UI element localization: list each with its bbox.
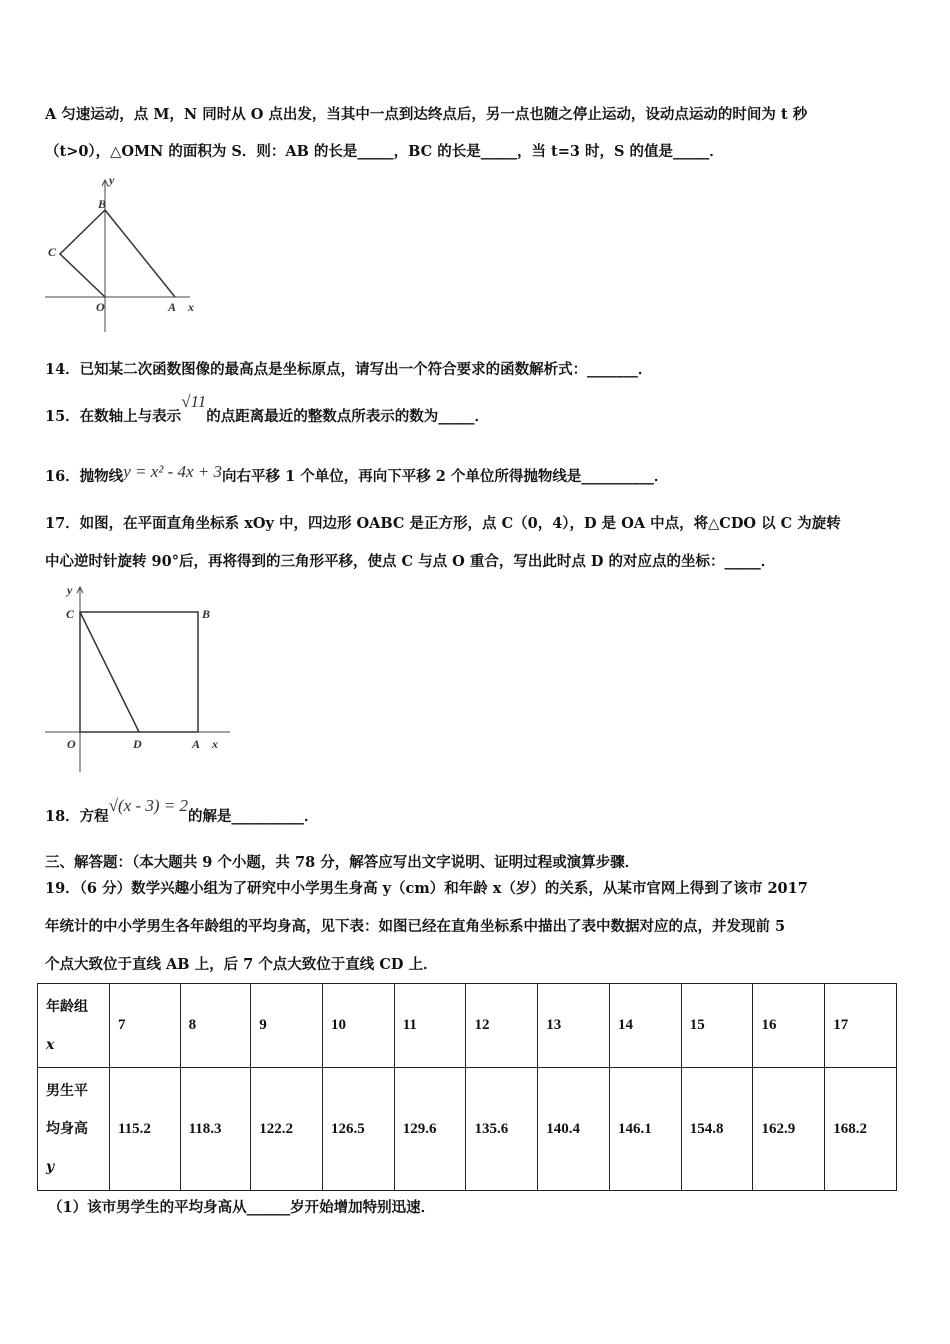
label-x: x [188,300,194,314]
table-cell: 9 [251,984,323,1068]
header-text: 男生平 [46,1083,88,1099]
table-cell: 122.2 [251,1068,323,1191]
table-row-height [38,1068,897,1191]
q18-text: 18．方程 [45,808,109,825]
table-cell: 8 [180,984,251,1068]
label-O: O [67,737,76,751]
label-B: B [202,607,211,621]
table-cell: 140.4 [538,1068,610,1191]
table-cell: 129.6 [394,1068,466,1191]
q19-line3: 个点大致位于直线 AB 上，后 7 个点大致位于直线 CD 上． [45,956,438,973]
header-var: y [46,1159,55,1175]
table-cell: 17 [825,984,897,1068]
q18-math: √(x - 3) = 2 [108,796,189,815]
header-var: x [46,1036,55,1053]
table-cell: 168.2 [825,1068,897,1191]
q16-text-after: 向右平移 1 个单位，再向下平移 2 个单位所得抛物线是__________． [222,468,669,485]
q18 [45,796,319,826]
label-A: A [168,300,177,314]
table-cell: 12 [466,984,538,1068]
label-C: C [48,245,57,259]
table-row-age [38,984,897,1068]
table-cell: 7 [110,984,181,1068]
table-cell: 115.2 [110,1068,181,1191]
height-table [37,983,897,1191]
table-cell: 146.1 [609,1068,681,1191]
q17-line1: 17．如图，在平面直角坐标系 xOy 中，四边形 OABC 是正方形，点 C（0，4），D 是 OA 中点，将△CDO 以 C 为旋转 [45,515,841,532]
label-B: B [98,197,107,211]
table-cell: 126.5 [322,1068,394,1191]
label-O: O [96,300,105,314]
label-y: y [67,583,73,597]
header-text: 均身高 [46,1121,88,1137]
q19-part1: （1）该市男学生的平均身高从______岁开始增加特别迅速． [48,1199,436,1216]
q16-math: y = x² - 4x + 3 [123,462,223,481]
q16 [45,462,669,486]
table-cell: 10 [322,984,394,1068]
q18-text-after: 的解是__________． [188,808,319,825]
q15 [45,392,490,426]
section-3-heading: 三、解答题：（本大题共 9 个小题，共 78 分，解答应写出文字说明、证明过程或演算步骤． [45,854,640,871]
q16-text: 16．抛物线 [45,468,124,485]
label-y: y [109,173,115,187]
q15-math: √11 [181,392,207,411]
label-C: C [66,607,75,621]
table-cell: 13 [538,984,610,1068]
q17-line2: 中心逆时针旋转 90°后，再将得到的三角形平移，使点 C 与点 O 重合，写出此时点 D 的对应点的坐标：_____． [45,553,776,570]
q14: 14．已知某二次函数图像的最高点是坐标原点，请写出一个符合要求的函数解析式：_______． [45,361,653,378]
q13-figure [40,172,210,337]
header-height [38,1068,110,1191]
label-x: x [212,737,218,751]
table-cell: 118.3 [180,1068,251,1191]
q17-figure [40,582,235,777]
table-cell: 154.8 [681,1068,753,1191]
table-cell: 135.6 [466,1068,538,1191]
q19-line1: 19．（6 分）数学兴趣小组为了研究中小学男生身高 y（cm）和年龄 x（岁）的关系，从某市官网上得到了该市 2017 [45,880,808,897]
table-cell: 16 [753,984,825,1068]
table-cell: 15 [681,984,753,1068]
table-cell: 14 [609,984,681,1068]
table-cell: 11 [394,984,466,1068]
q13-line1: A 匀速运动，点 M，N 同时从 O 点出发，当其中一点到达终点后，另一点也随之停止运动，设动点运动的时间为 t 秒 [45,106,808,123]
header-age [38,984,110,1068]
label-A: A [192,737,201,751]
table-cell: 162.9 [753,1068,825,1191]
q15-text: 15．在数轴上与表示 [45,408,182,425]
q13-line2: （t>0），△OMN 的面积为 S．则：AB 的长是_____，BC 的长是_____，当 t=3 时，S 的值是_____． [45,143,724,160]
label-D: D [133,737,142,751]
header-text: 年龄组 [46,998,88,1015]
q19-line2: 年统计的中小学男生各年龄组的平均身高，见下表：如图已经在直角坐标系中描出了表中数据对应的点，并发现前 5 [45,918,786,935]
q15-text-after: 的点距离最近的整数点所表示的数为_____． [206,408,490,425]
